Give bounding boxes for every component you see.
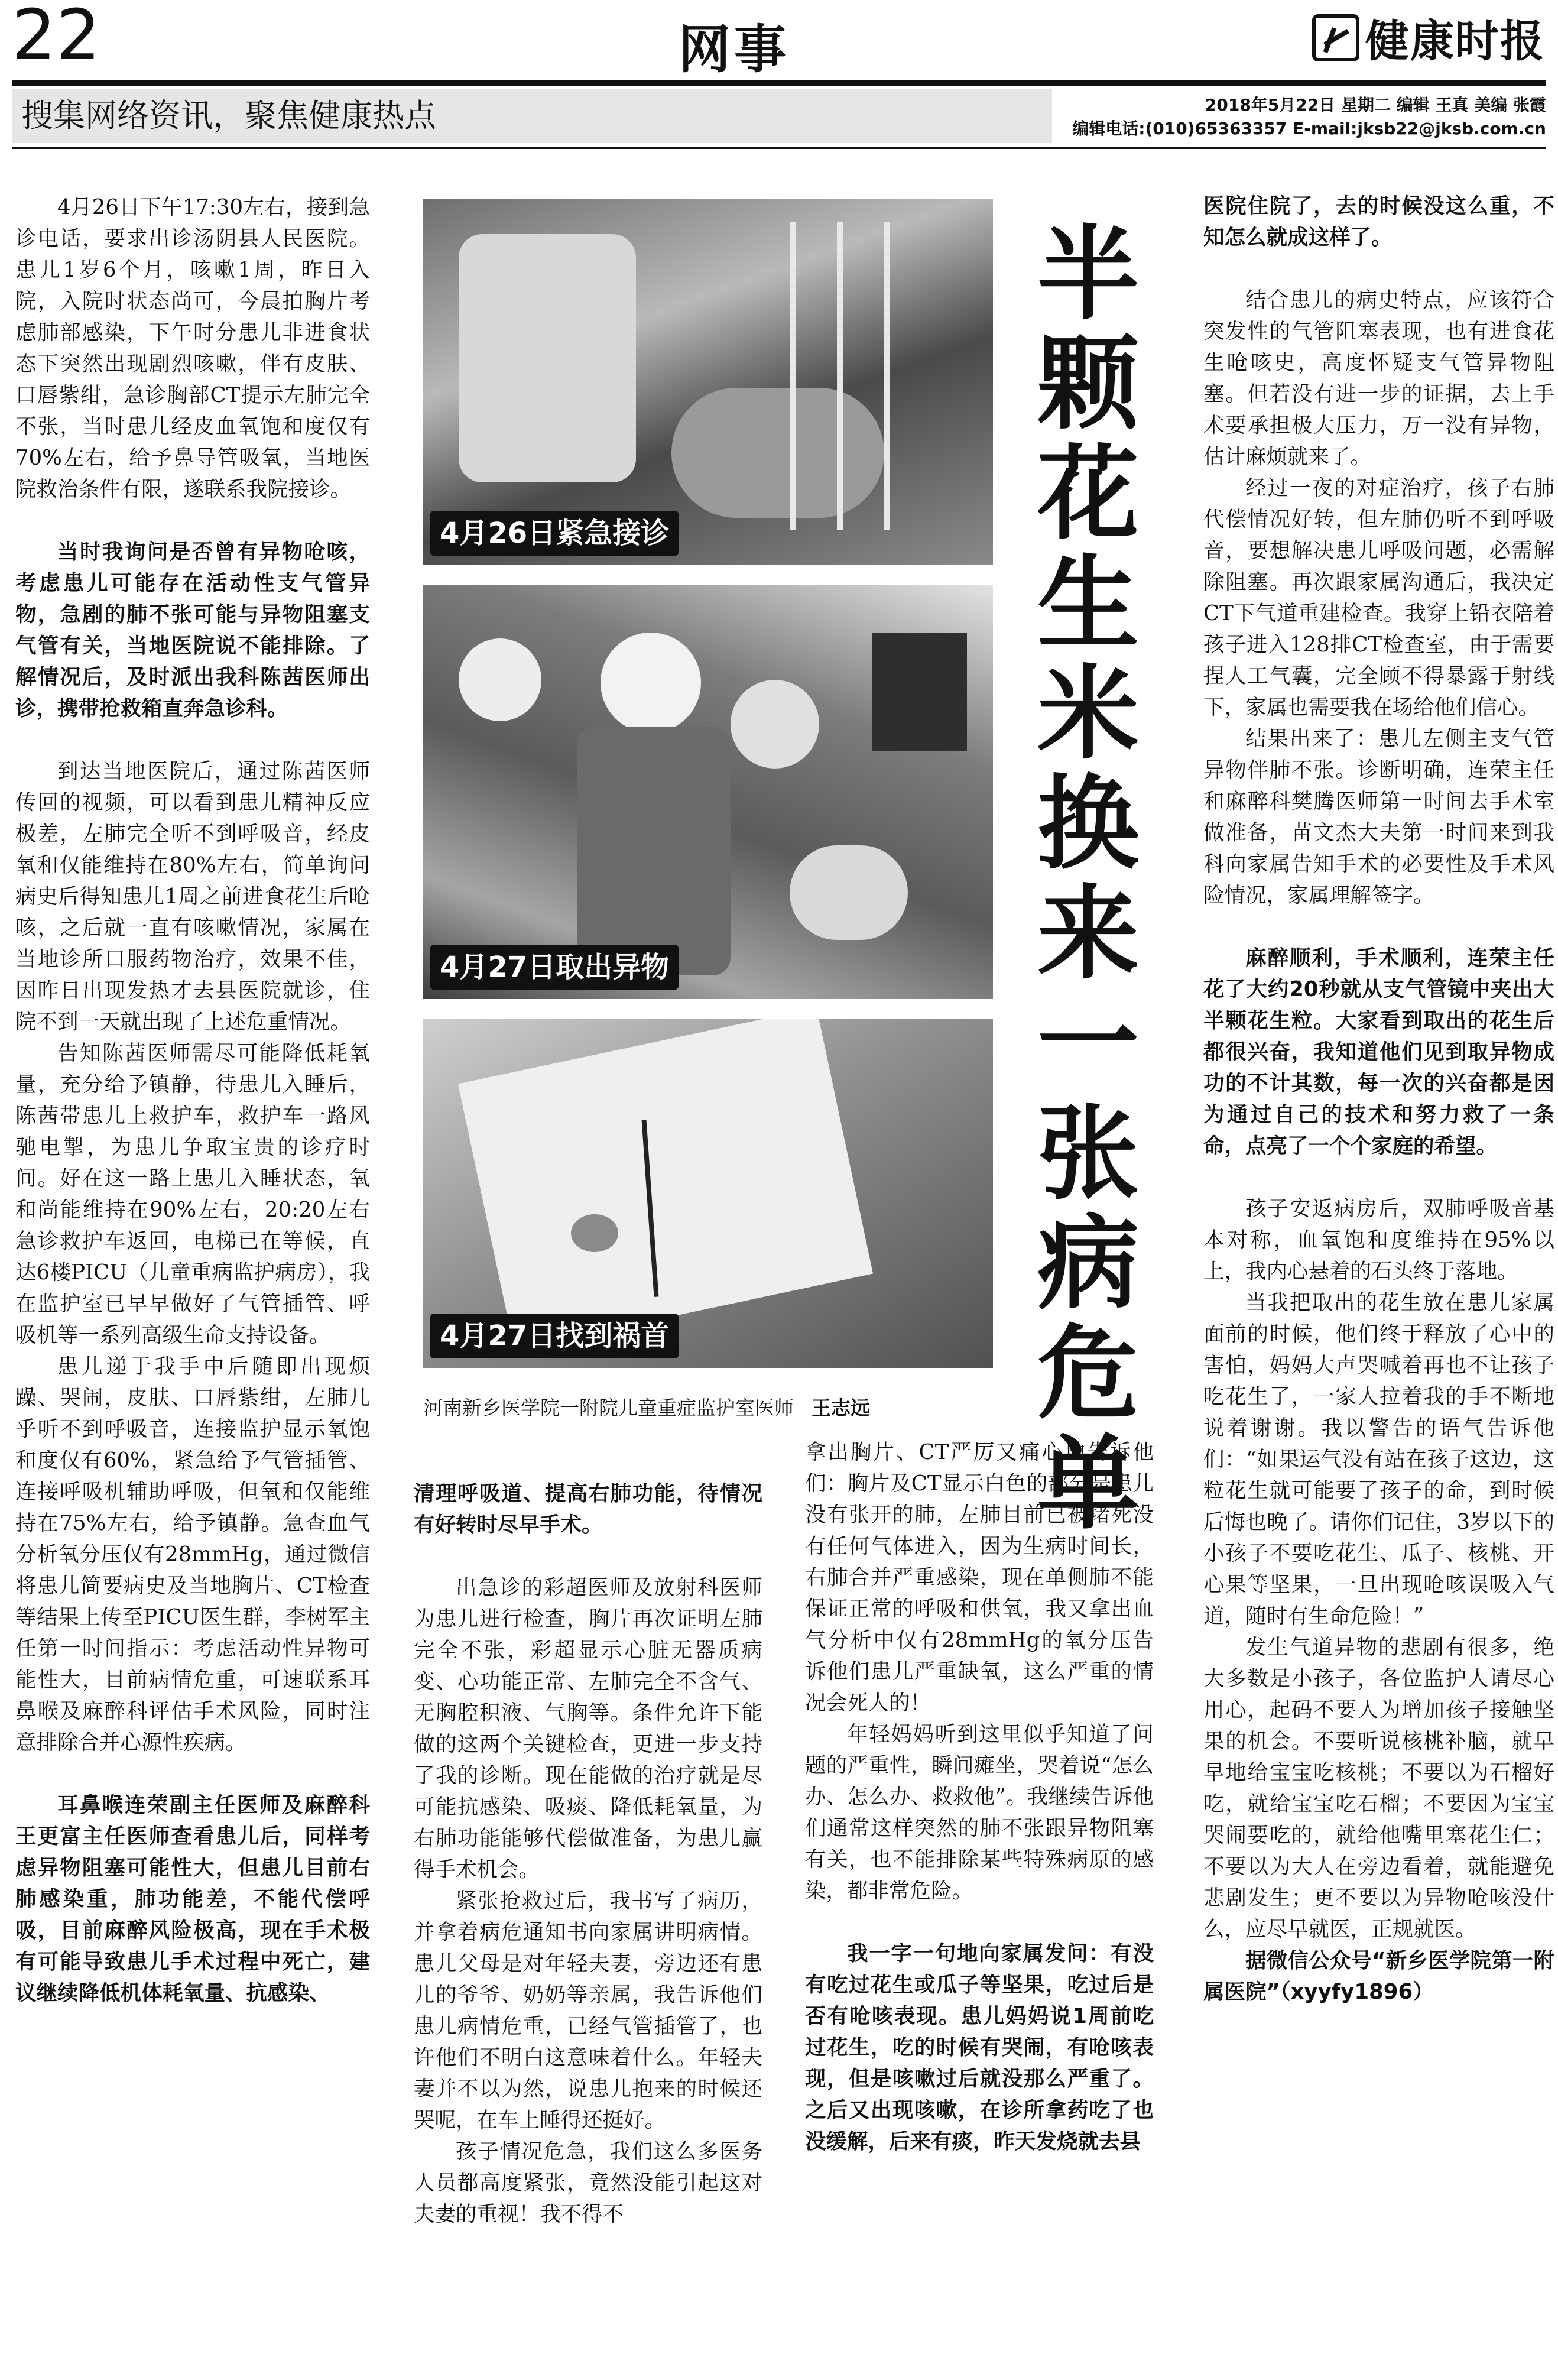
top-rule — [12, 80, 1546, 86]
paragraph: 当时我询问是否曾有异物呛咳，考虑患儿可能存在活动性支气管异物，急剧的肺不张可能与异物阻塞支气管有关，当地医院说不能排除。了解情况后，及时派出我科陈茜医师出诊，携带抢救箱直奔急诊科。 — [15, 540, 370, 721]
paragraph: 清理呼吸道、提高右肺功能，待情况有好转时尽早手术。 — [414, 1481, 762, 1537]
dateline-date-editors: 2018年5月22日 星期二 编辑 王真 美编 张霞 — [1205, 95, 1546, 115]
photo-caption: 4月26日紧急接诊 — [430, 511, 679, 556]
page-number: 22 — [12, 0, 101, 76]
photo-foreign-body-removal — [423, 585, 993, 999]
paragraph: 拿出胸片、CT严厉又痛心地告诉他们：胸片及CT显示白色的部分是患儿没有张开的肺，左肺目前已被堵死没有任何气体进入，因为生病时间长，右肺合并严重感染，现在单侧肺不能保证正常的呼吸和供氧，我又拿出血气分析中仅有28mmHg的氧分压告诉他们患儿严重缺氧，这么严重的情况会死人的！ — [805, 1440, 1154, 1715]
photo-peanut-found — [423, 1019, 993, 1368]
photo-caption: 4月27日找到祸首 — [430, 1314, 679, 1358]
paragraph: 孩子情况危急，我们这么多医务人员都高度紧张，竟然没能引起这对夫妻的重视！我不得不 — [414, 2139, 762, 2226]
dateline — [1070, 93, 1546, 141]
paragraph: 我一字一句地向家属发问：有没有吃过花生或瓜子等坚果，吃过后是否有呛咳表现。患儿妈妈说1周前吃过花生，吃的时候有哭闹，有呛咳表现，但是咳嗽过后就没那么严重了。之后又出现咳嗽，在诊所拿药吃了也没缓解，后来有痰，昨天发烧就去县 — [805, 1941, 1154, 2154]
article-column-4 — [1203, 190, 1554, 2008]
paragraph: 经过一夜的对症治疗，孩子右肺代偿情况好转，但左肺仍听不到呼吸音，要想解决患儿呼吸问题，必需解除阻塞。再次跟家属沟通后，我决定CT下气道重建检查。我穿上铅衣陪着孩子进入128排CT检查室，由于需要捏人工气囊，完全顾不得暴露于射线下，家属也需要我在场给他们信心。 — [1203, 476, 1554, 719]
paragraph: 告知陈茜医师需尽可能降低耗氧量，充分给予镇静，待患儿入睡后，陈茜带患儿上救护车，救护车一路风驰电掣，为患儿争取宝贵的诊疗时间。好在这一路上患儿入睡状态，氧和尚能维持在90%左右，20:20左右急诊救护车返回，电梯已在等候，直达6楼PICU（儿童重病监护病房），我在监护室已早早做好了气管插管、呼吸机等一系列高级生命支持设备。 — [15, 1041, 370, 1347]
section-title: 网事 — [679, 19, 790, 80]
photo-caption: 4月27日取出异物 — [430, 945, 679, 990]
paragraph: 4月26日下午17:30左右，接到急诊电话，要求出诊汤阴县人民医院。患儿1岁6个月，咳嗽1周，昨日入院，入院时状态尚可，今晨拍胸片考虑肺部感染，下午时分患儿非进食状态下突然出现剧烈咳嗽，伴有皮肤、口唇紫绀，急诊胸部CT提示左肺完全不张，当时患儿经皮血氧饱和度仅有70%左右，给予鼻导管吸氧，当地医院救治条件有限，遂联系我院接诊。 — [15, 195, 370, 501]
paragraph: 出急诊的彩超医师及放射科医师为患儿进行检查，胸片再次证明左肺完全不张，彩超显示心脏无器质病变、心功能正常、左肺完全不含气、无胸腔积液、气胸等。条件允许下能做的这两个关键检查，更进一步支持了我的诊断。现在能做的治疗就是尽可能抗感染、吸痰、降低耗氧量，为右肺功能能够代偿做准备，为患儿赢得手术机会。 — [414, 1575, 762, 1882]
article-column-2 — [414, 1478, 762, 2230]
paragraph: 患儿递于我手中后随即出现烦躁、哭闹，皮肤、口唇紫绀，左肺几乎听不到呼吸音，连接监护显示氧饱和度仅有60%，紧急给予气管插管、连接呼吸机辅助呼吸，但氧和仅能维持在75%左右，给予镇静。急查血气分析氧分压仅有28mmHg，通过微信将患儿简要病史及当地胸片、CT检查等结果上传至PICU医生群，李树军主任第一时间指示：考虑活动性异物可能性大，目前病情危重，可速联系耳鼻喉及麻醉科评估手术风险，同时注意排除合并心源性疾病。 — [15, 1354, 370, 1755]
dateline-contact: 编辑电话:(010)65363357 E-mail:jksb22@jksb.com.cn — [1072, 119, 1546, 138]
paragraph: 年轻妈妈听到这里似乎知道了问题的严重性，瞬间瘫坐，哭着说“怎么办、怎么办、救救他”。我继续告诉他们通常这样突然的肺不张跟异物阻塞有关，也不能排除某些特殊病原的感染，都非常危险。 — [805, 1722, 1154, 1903]
paragraph: 耳鼻喉连荣副主任医师及麻醉科王更富主任医师查看患儿后，同样考虑异物阻塞可能性大，但患儿目前右肺感染重，肺功能差，不能代偿呼吸，目前麻醉风险极高，现在手术极有可能导致患儿手术过程中死亡，建议继续降低机体耗氧量、抗感染、 — [15, 1793, 370, 2005]
photo-credit-author: 王志远 — [812, 1396, 870, 1419]
photo-credit-org: 河南新乡医学院一附院儿童重症监护室医师 — [423, 1396, 794, 1419]
section-slogan: 搜集网络资讯，聚焦健康热点 — [12, 89, 1052, 143]
paragraph: 结合患儿的病史特点，应该符合突发性的气管阻塞表现，也有进食花生呛咳史，高度怀疑支气管异物阻塞。但若没有进一步的证据，去上手术要承担极大压力，万一没有异物，估计麻烦就来了。 — [1203, 288, 1554, 469]
paragraph: 紧张抢救过后，我书写了病历，并拿着病危通知书向家属讲明病情。患儿父母是对年轻夫妻，旁边还有患儿的爷爷、奶奶等亲属，我告诉他们患儿病情危重，已经气管插管了，也许他们不明白这意味着什么。年轻夫妻并不以为然，说患儿抱来的时候还哭呢，在车上睡得还挺好。 — [414, 1889, 762, 2132]
paragraph: 发生气道异物的悲剧有很多，绝大多数是小孩子，各位监护人请尽心用心，起码不要人为增加孩子接触坚果的机会。不要听说核桃补脑，就早早地给宝宝吃核桃；不要以为石榴好吃，就给宝宝吃石榴；不要因为宝宝哭闹要吃的，就给他嘴里塞花生仁；不要以为大人在旁边看着，就能避免悲剧发生；更不要以为异物呛咳没什么，应尽早就医，正规就医。 — [1203, 1635, 1554, 1941]
headline: 半颗花生米换来一张病危单 — [1037, 213, 1139, 1543]
paragraph: 麻醉顺利，手术顺利，连荣主任花了大约20秒就从支气管镜中夹出大半颗花生粒。大家看到取出的花生后都很兴奋，我知道他们见到取异物成功的不计其数，每一次的兴奋都是因为通过自己的技术和努力救了一条命，点亮了一个个家庭的希望。 — [1203, 946, 1554, 1158]
photo-credit — [423, 1393, 993, 1421]
logo-mark-icon — [1312, 14, 1359, 61]
article-column-3 — [805, 1437, 1154, 2157]
header-rule — [12, 147, 1546, 149]
paragraph: 当我把取出的花生放在患儿家属面前的时候，他们终于释放了心中的害怕，妈妈大声哭喊着再也不让孩子吃花生了，一家人拉着我的手不断地说着谢谢。我以警告的语气告诉他们：“如果运气没有站在孩子这边，这粒花生就可能要了孩子的命，到时候后悔也晚了。请你们记住，3岁以下的小孩子不要吃花生、瓜子、核桃、开心果等坚果，一旦出现呛咳误吸入气道，随时有生命危险！” — [1203, 1290, 1554, 1628]
paragraph: 孩子安返病房后，双肺呼吸音基本对称，血氧饱和度维持在95%以上，我内心悬着的石头终于落地。 — [1203, 1197, 1554, 1283]
paragraph: 结果出来了：患儿左侧主支气管异物伴肺不张。诊断明确，连荣主任和麻醉科樊腾医师第一时间去手术室做准备，苗文杰大夫第一时间来到我科向家属告知手术的必要性及手术风险情况，家属理解签字。 — [1203, 727, 1554, 907]
paragraph: 医院住院了，去的时候没这么重，不知怎么就成这样了。 — [1203, 194, 1554, 249]
article-column-1 — [15, 192, 370, 2009]
photo-emergency-admission — [423, 199, 993, 565]
paragraph: 到达当地医院后，通过陈茜医师传回的视频，可以看到患儿精神反应极差，左肺完全听不到呼吸音，经皮氧和仅能维持在80%左右，简单询问病史后得知患儿1周之前进食花生后呛咳，之后就一直有咳嗽情况，家属在当地诊所口服药物治疗，效果不佳，因昨日出现发热才去县医院就诊，住院不到一天就出现了上述危重情况。 — [15, 759, 370, 1034]
logo-text: 健康时报 — [1365, 16, 1545, 67]
newspaper-logo — [1312, 8, 1549, 67]
source-attribution: 据微信公众号“新乡医学院第一附属医院”（xyyfy1896） — [1203, 1948, 1554, 2004]
